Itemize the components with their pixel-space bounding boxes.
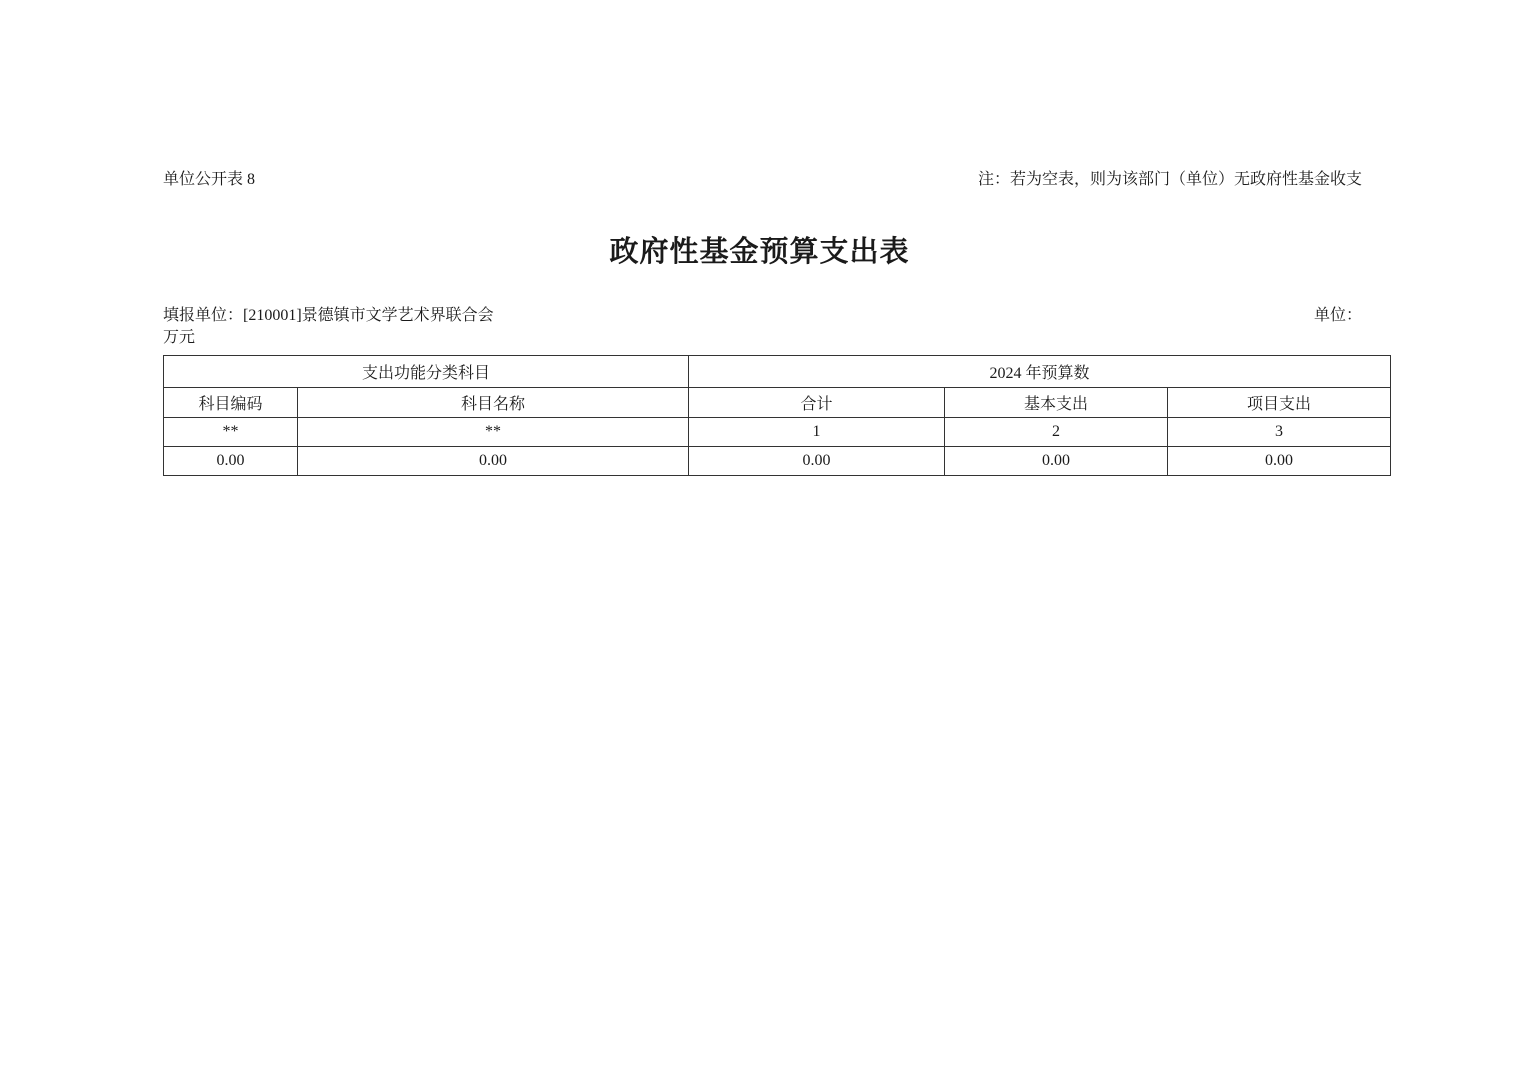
- unit-label: 单位：: [1313, 307, 1362, 324]
- column-header-row: [164, 388, 1391, 418]
- meta-line: [163, 305, 1390, 327]
- table-cell: 1: [689, 418, 945, 447]
- table-cell: 0.00: [689, 447, 945, 476]
- table-cell: **: [298, 418, 689, 447]
- table-cell: 0.00: [298, 447, 689, 476]
- unit-value: 万元: [163, 329, 196, 346]
- page-title: 政府性基金预算支出表: [609, 236, 910, 268]
- table-cell: 0.00: [164, 447, 298, 476]
- empty-table-note: 注：若为空表，则为该部门（单位）无政府性基金收支: [977, 171, 1362, 188]
- group-header-2024-budget: 2024 年预算数: [689, 356, 1391, 388]
- top-line: [163, 0, 1390, 189]
- budget-table: [163, 355, 1391, 476]
- table-cell: 2: [945, 418, 1168, 447]
- col-header-project-expenditure: 项目支出: [1168, 388, 1391, 418]
- col-header-total: 合计: [689, 388, 945, 418]
- form-number-label: 单位公开表 8: [163, 171, 256, 188]
- page-content: [163, 0, 1390, 476]
- col-header-subject-name: 科目名称: [298, 388, 689, 418]
- col-header-subject-code: 科目编码: [164, 388, 298, 418]
- table-cell: **: [164, 418, 298, 447]
- meta-block: [163, 305, 1390, 349]
- reporting-unit: 填报单位：[210001]景德镇市文学艺术界联合会: [163, 307, 494, 324]
- table-cell: 0.00: [945, 447, 1168, 476]
- col-header-basic-expenditure: 基本支出: [945, 388, 1168, 418]
- table-row: [164, 447, 1391, 476]
- group-header-row: [164, 356, 1391, 388]
- column-index-row: [164, 418, 1391, 447]
- table-cell: 0.00: [1168, 447, 1391, 476]
- table-cell: 3: [1168, 418, 1391, 447]
- group-header-function-classification: 支出功能分类科目: [164, 356, 689, 388]
